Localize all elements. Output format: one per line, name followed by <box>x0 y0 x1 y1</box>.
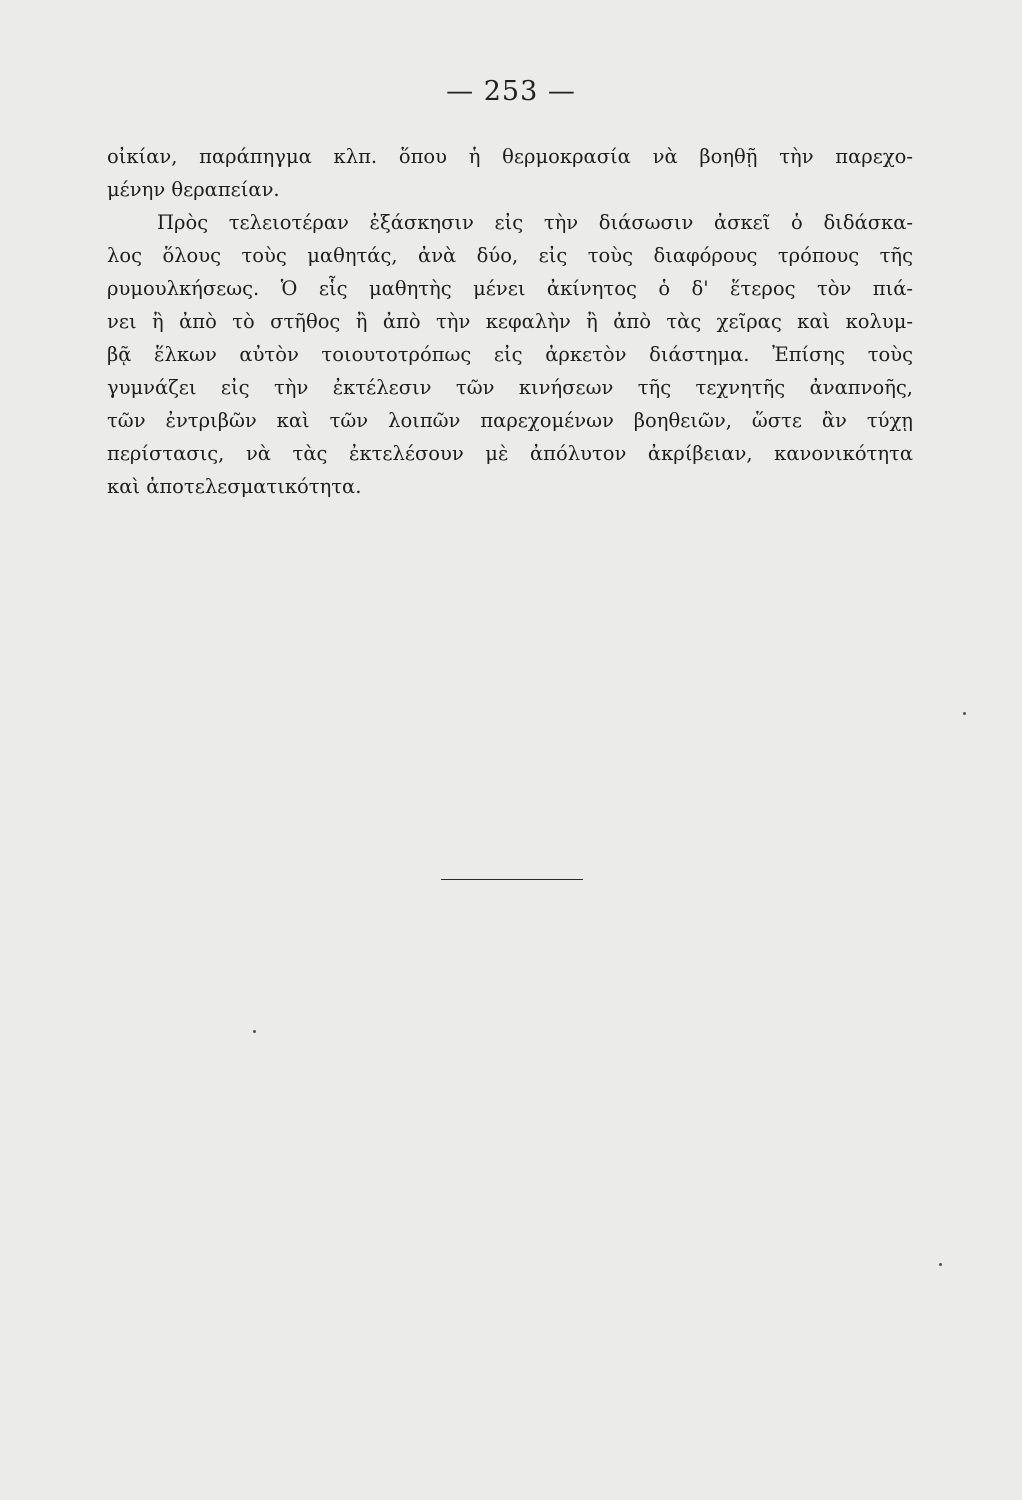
paper-speck <box>253 1030 256 1033</box>
text-line: νει ἢ ἀπὸ τὸ στῆθος ἢ ἀπὸ τὴν κεφαλὴν ἢ ἀπὸ τὰς χεῖρας καὶ κολυμ- <box>107 310 913 333</box>
paragraph-start-line: Πρὸς τελειοτέραν ἐξάσκησιν εἰς τὴν διάσωσιν ἀσκεῖ ὁ διδάσκα- <box>157 211 913 234</box>
body-text <box>107 140 913 503</box>
paper-speck <box>939 1263 942 1266</box>
text-line: περίστασις, νὰ τὰς ἐκτελέσουν μὲ ἀπόλυτον ἀκρίβειαν, κανονικότητα <box>107 442 913 465</box>
text-line: ρυμουλκήσεως. Ὁ εἷς μαθητὴς μένει ἀκίνητος ὁ δ' ἕτερος τὸν πιά- <box>107 277 913 300</box>
section-divider <box>441 879 583 880</box>
page-number: — 253 — <box>446 76 576 107</box>
text-line: τῶν ἐντριβῶν καὶ τῶν λοιπῶν παρεχομένων βοηθειῶν, ὥστε ἂν τύχῃ <box>107 409 913 432</box>
text-line: βᾷ ἕλκων αὐτὸν τοιουτοτρόπως εἰς ἀρκετὸν διάστημα. Ἐπίσης τοὺς <box>107 343 913 366</box>
paper-speck <box>963 712 966 715</box>
text-line: λος ὅλους τοὺς μαθητάς, ἀνὰ δύο, εἰς τοὺς διαφόρους τρόπους τῆς <box>107 244 913 267</box>
text-line: καὶ ἀποτελεσματικότητα. <box>107 475 362 498</box>
text-line: γυμνάζει εἰς τὴν ἐκτέλεσιν τῶν κινήσεων τῆς τεχνητῆς ἀναπνοῆς, <box>107 376 913 399</box>
text-line: οἰκίαν, παράπηγμα κλπ. ὅπου ἡ θερμοκρασία νὰ βοηθῇ τὴν παρεχο- <box>107 145 913 168</box>
text-line: μένην θεραπείαν. <box>107 178 280 201</box>
